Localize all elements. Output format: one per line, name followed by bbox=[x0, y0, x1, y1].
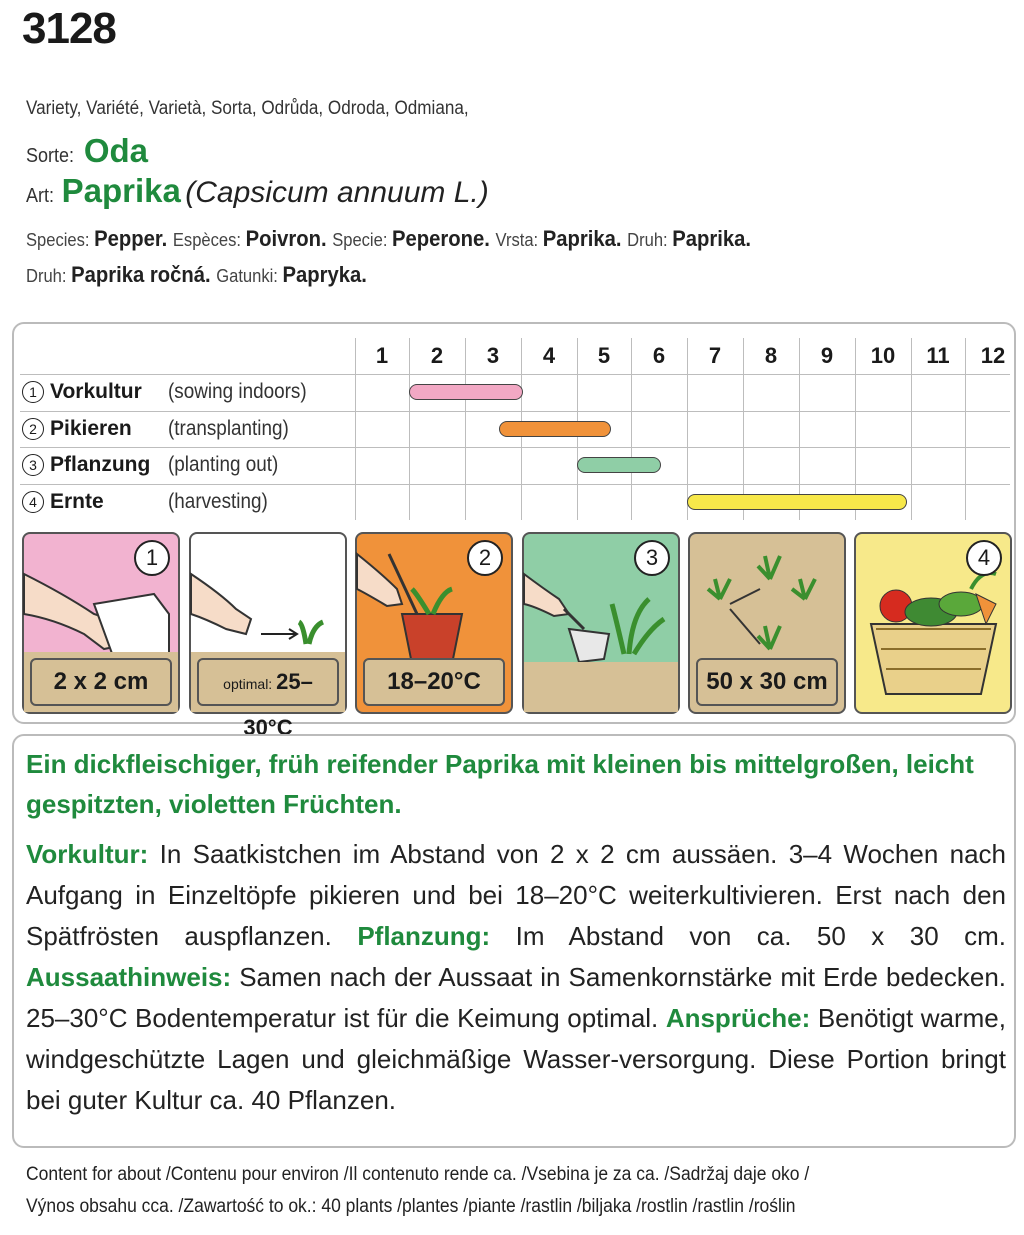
month-header: 6 bbox=[652, 343, 666, 368]
description-body bbox=[26, 834, 1006, 1121]
activity-de: Vorkultur bbox=[50, 380, 142, 403]
grid-line bbox=[409, 338, 410, 520]
species-lang-value: Peperone. bbox=[392, 226, 496, 251]
calendar-bar bbox=[577, 457, 661, 473]
species-lang-label: Espèces: bbox=[172, 230, 246, 250]
activity-en: (planting out) bbox=[168, 453, 279, 476]
calendar-row-label bbox=[22, 447, 291, 483]
illustration-tile bbox=[22, 532, 180, 714]
species-lang-value: Paprika ročná. bbox=[71, 262, 217, 287]
section-text: Im Abstand von ca. 50 x 30 cm. bbox=[490, 921, 1006, 951]
variety-label: Sorte: bbox=[26, 145, 75, 167]
caption-value: 25–30°C bbox=[243, 669, 313, 740]
calendar-row-label bbox=[22, 374, 322, 410]
activity-en: (harvesting) bbox=[168, 490, 268, 513]
grid-line bbox=[631, 338, 632, 520]
month-header: 8 bbox=[764, 343, 778, 368]
species-row bbox=[26, 172, 489, 210]
month-header: 12 bbox=[980, 343, 1006, 368]
species-translations-line-2 bbox=[26, 262, 367, 288]
species-name: Paprika bbox=[61, 172, 181, 209]
illustration-tile bbox=[189, 532, 347, 740]
variety-line: Variety, Variété, Varietà, Sorta, Odrůda, Odroda, Odmiana, bbox=[26, 98, 469, 119]
grid-line bbox=[743, 338, 744, 520]
month-header: 11 bbox=[926, 343, 950, 368]
grid-line bbox=[355, 338, 356, 520]
month-header: 3 bbox=[486, 343, 500, 368]
month-header: 9 bbox=[820, 343, 834, 368]
activity-en: (transplanting) bbox=[168, 417, 289, 440]
illustration-tile bbox=[854, 532, 1012, 714]
caption-prefix: optimal: bbox=[223, 676, 277, 692]
activity-de: Ernte bbox=[50, 490, 104, 513]
footer-line-1: Content for about /Contenu pour environ /Il contenuto rende ca. /Vsebina je za ca. /Sadržaj daje oko / bbox=[26, 1164, 810, 1185]
calendar-row-label bbox=[22, 484, 279, 520]
step-number: 4 bbox=[966, 540, 1002, 576]
variety-row bbox=[26, 132, 148, 170]
step-number: 2 bbox=[467, 540, 503, 576]
month-header: 4 bbox=[542, 343, 556, 368]
month-header: 7 bbox=[708, 343, 722, 368]
grid-line bbox=[965, 338, 966, 520]
description-intro: Ein dickfleischiger, früh reifender Paprika mit kleinen bis mittelgroßen, leicht gespitzten, violetten Früchten. bbox=[26, 749, 974, 819]
tile-caption: 2 x 2 cm bbox=[30, 658, 172, 706]
calendar-grid bbox=[355, 338, 1011, 520]
variety-name: Oda bbox=[83, 132, 148, 169]
section-heading: Ansprüche: bbox=[665, 1003, 811, 1033]
species-lang-label: Specie: bbox=[332, 230, 393, 250]
section-heading: Vorkultur: bbox=[26, 839, 149, 869]
grid-line bbox=[799, 338, 800, 520]
calendar-bar bbox=[687, 494, 907, 510]
species-lang-value: Paprika. bbox=[672, 226, 752, 251]
step-number: 1 bbox=[134, 540, 170, 576]
latin-name: (Capsicum annuum L.) bbox=[185, 176, 489, 209]
product-code: 3128 bbox=[22, 4, 116, 53]
section-heading: Pflanzung: bbox=[357, 921, 491, 951]
species-label: Art: bbox=[26, 185, 55, 207]
activity-de: Pikieren bbox=[50, 417, 132, 440]
grid-line bbox=[855, 338, 856, 520]
species-lang-label: Druh: bbox=[26, 266, 72, 286]
footer-line-2: Výnos obsahu cca. /Zawartość to ok.: 40 plants /plantes /piante /rastlin /biljaka /rostlin /rastlin /roślin bbox=[26, 1196, 796, 1217]
section-text: Samen nach der Aussaat in Samenkornstärke mit Erde bedecken. 25–30°C Bodentemperatur ist für die Keimung optimal. bbox=[26, 962, 1006, 1033]
species-lang-value: Paprika. bbox=[542, 226, 628, 251]
activity-de: Pflanzung bbox=[50, 453, 151, 476]
calendar-bar bbox=[409, 384, 523, 400]
species-lang-value: Poivron. bbox=[245, 226, 333, 251]
step-number: 4 bbox=[22, 491, 44, 513]
illustration-tile bbox=[522, 532, 680, 714]
grid-line bbox=[911, 338, 912, 520]
step-number: 3 bbox=[22, 454, 44, 476]
calendar-bar bbox=[499, 421, 612, 437]
section-heading: Aussaathinweis: bbox=[26, 962, 232, 992]
month-header: 5 bbox=[597, 343, 611, 368]
step-number: 2 bbox=[22, 418, 44, 440]
grid-line bbox=[687, 338, 688, 520]
section-text: Benötigt warme, windgeschützte Lagen und gleichmäßige Wasser-versorgung. Diese Portion bringt bei guter Kultur ca. 40 Pflanzen. bbox=[26, 1003, 1006, 1115]
month-header: 1 bbox=[375, 343, 389, 368]
grid-line bbox=[465, 338, 466, 520]
section-text: In Saatkistchen im Abstand von 2 x 2 cm aussäen. 3–4 Wochen nach Aufgang in Einzeltöpfe pikieren und bei 18–20°C weiterkultivieren. Erst nach den Spätfrösten auspflanzen. bbox=[26, 839, 1006, 951]
tile-caption: 50 x 30 cm bbox=[696, 658, 838, 706]
species-lang-label: Gatunki: bbox=[216, 266, 283, 286]
illustration-tile bbox=[688, 532, 846, 714]
month-header: 2 bbox=[430, 343, 444, 368]
calendar-row-label bbox=[22, 411, 302, 447]
species-lang-value: Papryka. bbox=[282, 262, 367, 287]
step-number: 3 bbox=[634, 540, 670, 576]
tile-caption bbox=[197, 658, 339, 740]
activity-en: (sowing indoors) bbox=[168, 380, 307, 403]
species-lang-label: Species: bbox=[26, 230, 95, 250]
tile-caption: 18–20°C bbox=[363, 658, 505, 706]
species-lang-label: Druh: bbox=[627, 230, 673, 250]
species-lang-value: Pepper. bbox=[94, 226, 173, 251]
step-number: 1 bbox=[22, 381, 44, 403]
illustration-tile bbox=[355, 532, 513, 714]
species-lang-label: Vrsta: bbox=[495, 230, 543, 250]
month-header: 10 bbox=[870, 343, 896, 368]
species-translations-line-1 bbox=[26, 226, 751, 252]
